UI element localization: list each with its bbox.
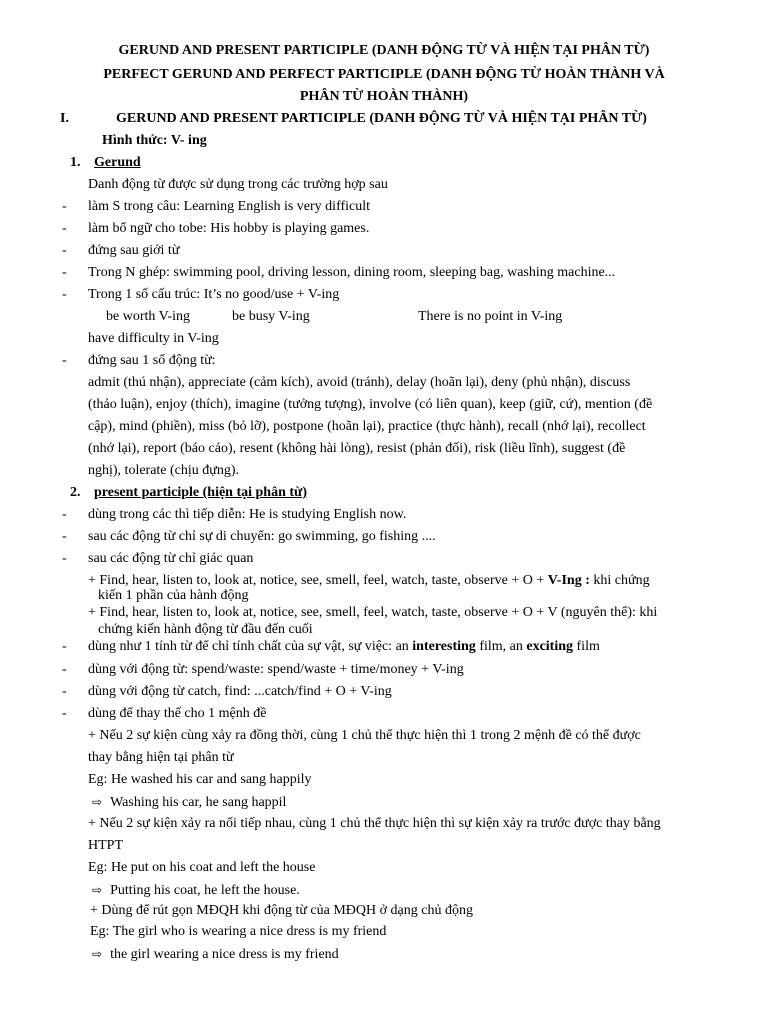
bullet-dash: -: [62, 287, 67, 302]
bullet-dash: -: [62, 662, 67, 677]
gerund-bullet-verbs: đứng sau 1 số động từ:: [88, 353, 216, 368]
verb-list-line-3: cập), mind (phiền), miss (bỏ lỡ), postpone (hoãn lại), practice (thực hành), recall (nhớ lại), recollect: [88, 419, 646, 434]
structure-difficulty: have difficulty in V-ing: [88, 331, 219, 346]
clause-rule-2-cont: HTPT: [88, 838, 123, 853]
participle-bullet-2: sau các động từ chỉ sự di chuyển: go swimming, go fishing ....: [88, 529, 436, 544]
arrow-right-icon: ⇨: [92, 795, 103, 809]
verb-list-line-4: (nhớ lại), report (báo cáo), resent (không hài lòng), resist (phản đối), risk (liều lĩnh), suggest (đề: [88, 441, 626, 456]
perception-rule-1-tail: khi chứng: [589, 573, 650, 588]
verb-list-line-2: (thảo luận), enjoy (thích), imagine (tưởng tượng), involve (có liên quan), keep (giữ, cứ), mention (đề: [88, 397, 653, 412]
v-ing-emphasis: V-Ing :: [547, 573, 590, 588]
gerund-number: 1.: [70, 155, 81, 170]
participle-bullet-4: [88, 638, 600, 656]
section-heading: GERUND AND PRESENT PARTICIPLE (DANH ĐỘNG TỪ VÀ HIỆN TẠI PHÂN TỪ): [116, 111, 647, 126]
adjective-use-text: dùng như 1 tính từ để chỉ tính chất của sự vật, sự việc: an: [88, 639, 413, 654]
participle-bullet-3: sau các động từ chỉ giác quan: [88, 551, 254, 566]
gerund-bullet-1: làm S trong câu: Learning English is very difficult: [88, 199, 371, 214]
participle-bullet-6: dùng với động từ catch, find: ...catch/find + O + V-ing: [88, 684, 392, 699]
clause-rule-1: + Nếu 2 sự kiện cùng xảy ra đồng thời, cùng 1 chủ thể thực hiện thì 1 trong 2 mệnh đề có thể được: [88, 728, 641, 743]
answer-3-text: the girl wearing a nice dress is my friend: [110, 947, 339, 962]
bullet-dash: -: [62, 353, 67, 368]
bullet-dash: -: [62, 706, 67, 721]
answer-2: [92, 881, 300, 900]
bullet-dash: -: [62, 243, 67, 258]
structure-no-point: There is no point in V-ing: [418, 309, 563, 324]
bullet-dash: -: [62, 639, 67, 654]
clause-rule-1-cont: thay bằng hiện tại phân từ: [88, 750, 234, 765]
answer-2-text: Putting his coat, he left the house.: [110, 883, 300, 898]
answer-1-text: Washing his car, he sang happil: [110, 795, 287, 810]
section-numeral: I.: [60, 111, 69, 126]
gerund-bullet-2: làm bổ ngữ cho tobe: His hobby is playing games.: [88, 221, 370, 236]
bullet-dash: -: [62, 221, 67, 236]
gerund-bullet-4: Trong N ghép: swimming pool, driving lesson, dining room, sleeping bag, washing machine...: [88, 265, 616, 280]
bullet-dash: -: [62, 684, 67, 699]
verb-list-line-1: admit (thú nhận), appreciate (cảm kích), avoid (tránh), delay (hoãn lại), deny (phủ nhận), discuss: [88, 375, 631, 390]
verb-list-line-5: nghị), tolerate (chịu đựng).: [88, 463, 240, 478]
perception-rule-1-cont: kiến 1 phần của hành động: [98, 588, 249, 603]
bullet-dash: -: [62, 529, 67, 544]
example-1: Eg: He washed his car and sang happily: [88, 772, 312, 787]
doc-title-line-2: PERFECT GERUND AND PERFECT PARTICIPLE (DANH ĐỘNG TỪ HOÀN THÀNH VÀ: [103, 67, 665, 82]
doc-title-line-1: GERUND AND PRESENT PARTICIPLE (DANH ĐỘNG TỪ VÀ HIỆN TẠI PHÂN TỪ): [118, 43, 650, 58]
perception-rule-2-cont: chứng kiến hành động từ đầu đến cuối: [98, 622, 313, 637]
participle-number: 2.: [70, 485, 81, 500]
clause-rule-3: + Dùng để rút gọn MĐQH khi động từ của MĐQH ở dạng chủ động: [90, 903, 473, 918]
bullet-dash: -: [62, 551, 67, 566]
gerund-title: Gerund: [94, 155, 141, 170]
example-2: Eg: He put on his coat and left the house: [88, 860, 316, 875]
clause-rule-2: + Nếu 2 sự kiện xảy ra nối tiếp nhau, cùng 1 chủ thể thực hiện thì sự kiện xảy ra trước được thay bằng: [88, 816, 661, 831]
participle-title: present participle (hiện tại phân từ): [94, 485, 308, 500]
exciting-emphasis: exciting: [526, 639, 574, 654]
gerund-intro: Danh động từ được sử dụng trong các trường hợp sau: [88, 177, 388, 192]
structure-be-busy: be busy V-ing: [232, 309, 310, 324]
participle-bullet-7: dùng để thay thế cho 1 mệnh đề: [88, 706, 267, 721]
structure-be-worth: be worth V-ing: [106, 309, 190, 324]
arrow-right-icon: ⇨: [92, 883, 103, 897]
answer-1: [92, 793, 286, 812]
adjective-use-tail: film: [573, 639, 600, 654]
form-label: Hình thức: V- ing: [102, 133, 207, 148]
answer-3: [92, 945, 339, 964]
example-3: Eg: The girl who is wearing a nice dress is my friend: [90, 924, 387, 939]
participle-bullet-1: dùng trong các thì tiếp diễn: He is studying English now.: [88, 507, 407, 522]
arrow-right-icon: ⇨: [92, 947, 103, 961]
doc-title-line-3: PHÂN TỪ HOÀN THÀNH): [299, 89, 469, 104]
bullet-dash: -: [62, 507, 67, 522]
participle-bullet-5: dùng với động từ: spend/waste: spend/waste + time/money + V-ing: [88, 662, 464, 677]
adjective-use-mid: film, an: [475, 639, 527, 654]
gerund-bullet-3: đứng sau giới từ: [88, 243, 180, 258]
bullet-dash: -: [62, 199, 67, 214]
gerund-bullet-5: Trong 1 số cấu trúc: It’s no good/use + V-ing: [88, 287, 340, 302]
perception-rule-1-text: + Find, hear, listen to, look at, notice, see, smell, feel, watch, taste, observe + O +: [88, 573, 548, 588]
interesting-emphasis: interesting: [412, 639, 476, 654]
bullet-dash: -: [62, 265, 67, 280]
perception-rule-2: + Find, hear, listen to, look at, notice, see, smell, feel, watch, taste, observe + O + V (nguyên thể): khi: [88, 605, 658, 620]
